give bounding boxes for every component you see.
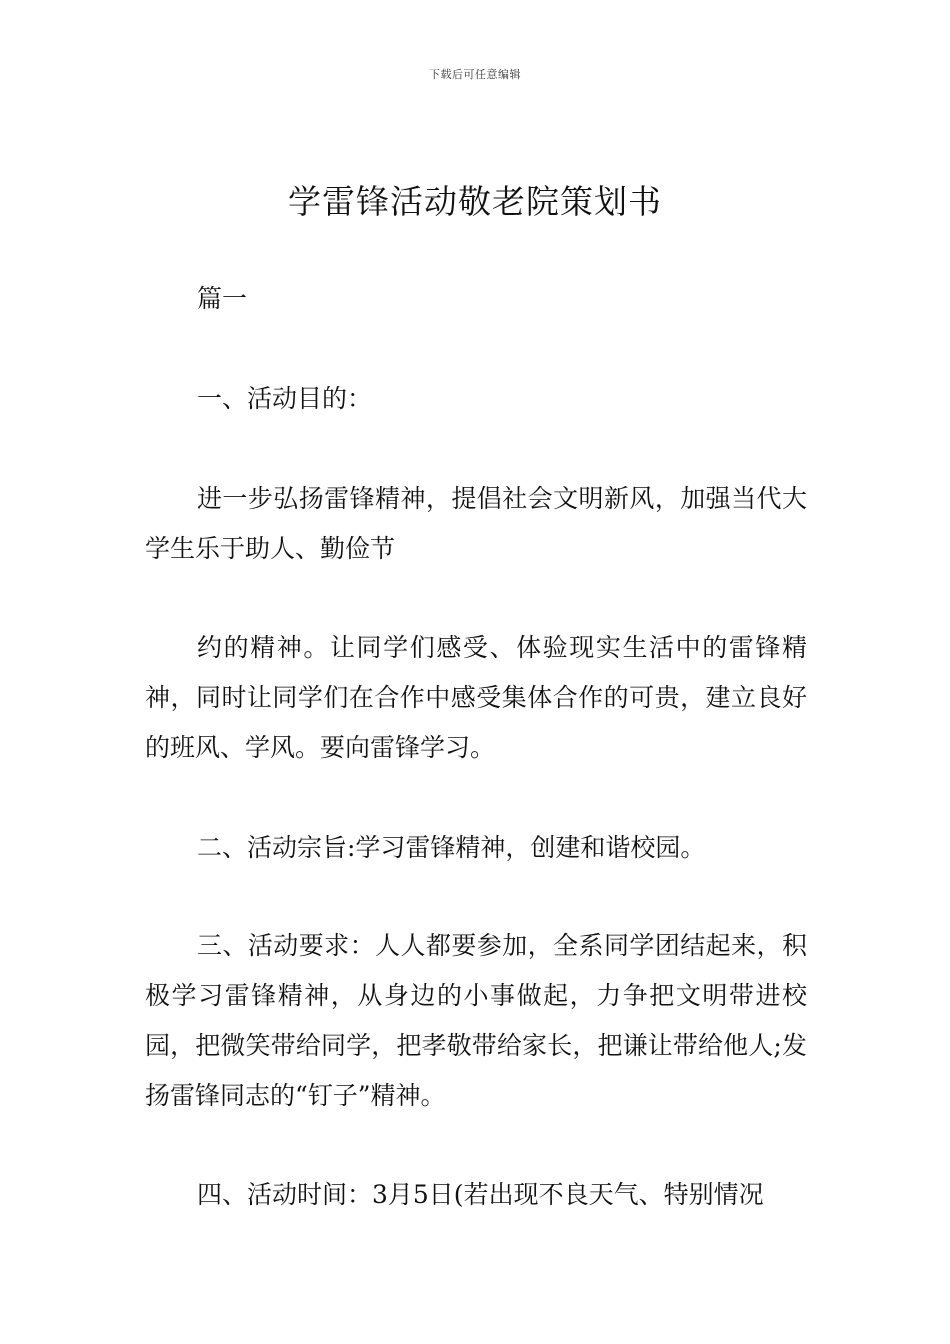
part-label: 篇一 [197, 284, 248, 313]
paragraph-purpose-2: 约的精神。让同学们感受、体验现实生活中的雷锋精神，同时让同学们在合作中感受集体合作的可贵，建立良好的班风、学风。要向雷锋学习。 [145, 633, 807, 762]
section-3-paragraph: 三、活动要求：人人都要参加，全系同学团结起来，积极学习雷锋精神，从身边的小事做起，力争把文明带进校园，把微笑带给同学，把孝敬带给家长，把谦让带给他人;发扬雷锋同志的“钉子”精神。 [145, 931, 807, 1110]
header-note: 下载后可任意编辑 [429, 68, 521, 81]
document-title: 学雷锋活动敬老院策划书 [288, 182, 662, 221]
section-2-paragraph: 二、活动宗旨:学习雷锋精神，创建和谐校园。 [197, 833, 706, 862]
section-4-paragraph: 四、活动时间：3月5日(若出现不良天气、特别情况 [197, 1180, 764, 1209]
section-1-heading: 一、活动目的： [197, 384, 373, 413]
paragraph-purpose-1: 进一步弘扬雷锋精神，提倡社会文明新风，加强当代大学生乐于助人、勤俭节 [145, 484, 807, 563]
